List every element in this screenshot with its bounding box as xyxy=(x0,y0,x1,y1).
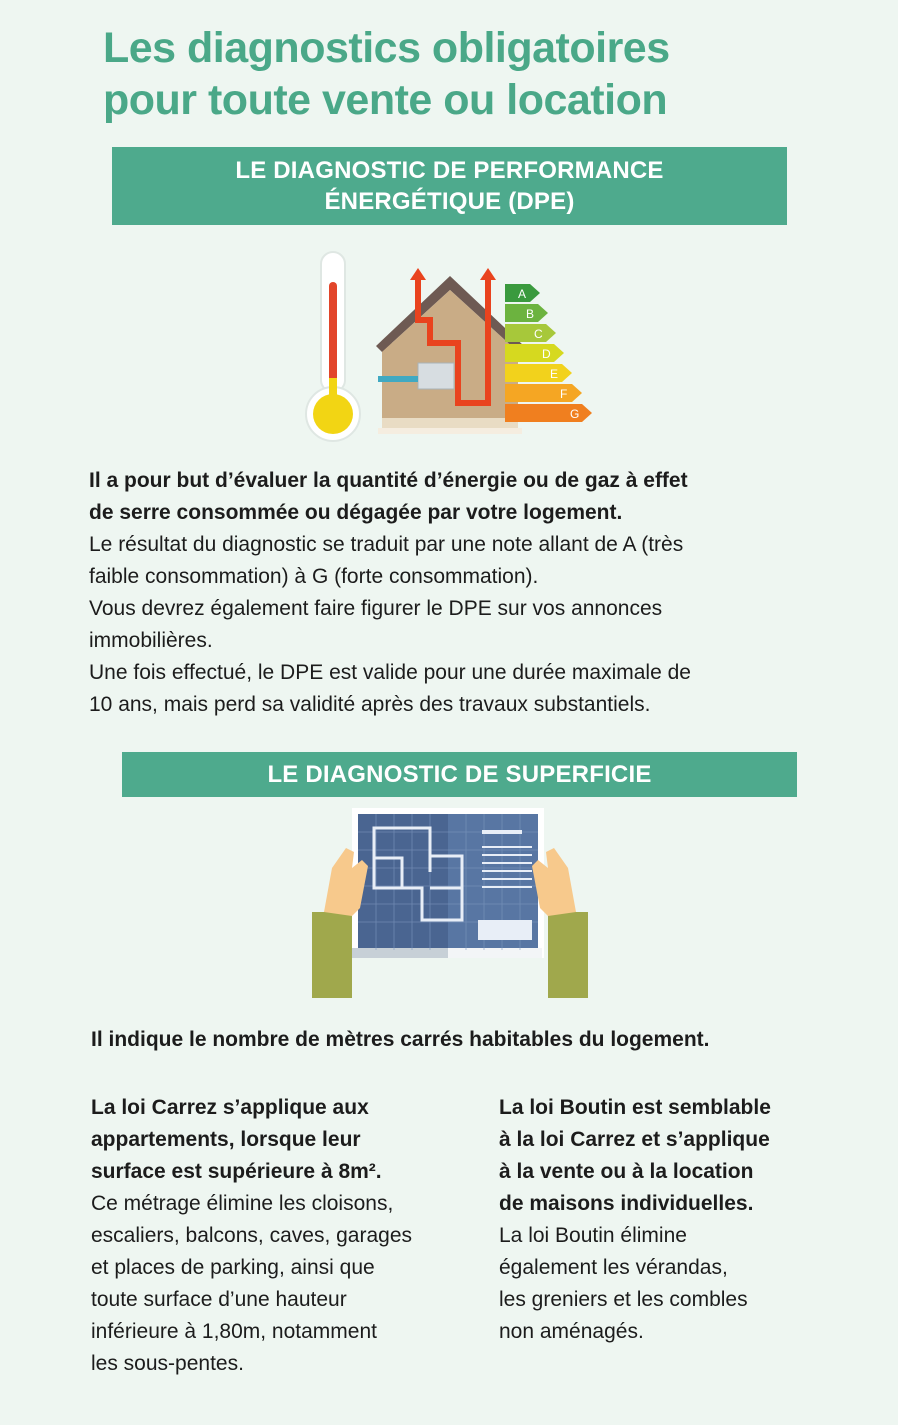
boutin-bold-line: de maisons individuelles. xyxy=(499,1192,754,1215)
boutin-line: les greniers et les combles xyxy=(499,1288,748,1311)
superficie-intro: Il indique le nombre de mètres carrés habitables du logement. xyxy=(91,1028,710,1051)
boutin-bold-line: La loi Boutin est semblable xyxy=(499,1096,771,1119)
boutin-line: non aménagés. xyxy=(499,1320,644,1343)
loi-boutin-column xyxy=(499,1092,849,1348)
dpe-intro-bold-2: de serre consommée ou dégagée par votre logement. xyxy=(89,501,623,524)
svg-text:F: F xyxy=(560,387,568,401)
boutin-line: La loi Boutin élimine xyxy=(499,1224,687,1247)
svg-text:A: A xyxy=(518,287,527,301)
dpe-line: faible consommation) à G (forte consommation). xyxy=(89,565,539,588)
svg-text:E: E xyxy=(550,367,559,381)
carrez-line: et places de parking, ainsi que xyxy=(91,1256,375,1279)
svg-text:D: D xyxy=(542,347,551,361)
svg-text:C: C xyxy=(534,327,543,341)
carrez-line: inférieure à 1,80m, notamment xyxy=(91,1320,377,1343)
dpe-line: Une fois effectué, le DPE est valide pour une durée maximale de xyxy=(89,661,691,684)
dpe-line: immobilières. xyxy=(89,629,213,652)
carrez-bold-line: La loi Carrez s’applique aux xyxy=(91,1096,369,1119)
carrez-bold-line: surface est supérieure à 8m². xyxy=(91,1160,382,1183)
boutin-bold-line: à la loi Carrez et s’applique xyxy=(499,1128,770,1151)
blueprint-illustration xyxy=(312,808,588,1000)
boutin-bold-line: à la vente ou à la location xyxy=(499,1160,754,1183)
page-title xyxy=(103,22,863,126)
loi-carrez-column xyxy=(91,1092,481,1380)
dpe-illustration xyxy=(300,248,600,443)
svg-text:B: B xyxy=(526,307,535,321)
dpe-line: Le résultat du diagnostic se traduit par une note allant de A (très xyxy=(89,533,684,556)
dpe-banner-line-2: ÉNERGÉTIQUE (DPE) xyxy=(324,188,575,215)
carrez-line: Ce métrage élimine les cloisons, xyxy=(91,1192,394,1215)
dpe-intro-bold-1: Il a pour but d’évaluer la quantité d’énergie ou de gaz à effet xyxy=(89,469,688,492)
svg-text:G: G xyxy=(570,407,580,421)
carrez-line: escaliers, balcons, caves, garages xyxy=(91,1224,412,1247)
energy-label-scale xyxy=(505,284,592,422)
dpe-description xyxy=(89,465,829,721)
thermometer-icon xyxy=(306,252,360,441)
dpe-banner-line-1: LE DIAGNOSTIC DE PERFORMANCE xyxy=(235,157,664,184)
title-line-2: pour toute vente ou location xyxy=(103,76,668,124)
house-icon xyxy=(376,268,527,434)
carrez-line: les sous-pentes. xyxy=(91,1352,244,1375)
superficie-banner: LE DIAGNOSTIC DE SUPERFICIE xyxy=(122,752,797,797)
dpe-banner xyxy=(112,147,787,225)
dpe-line: Vous devrez également faire figurer le DPE sur vos annonces xyxy=(89,597,663,620)
dpe-line: 10 ans, mais perd sa validité après des travaux substantiels. xyxy=(89,693,651,716)
boutin-line: également les vérandas, xyxy=(499,1256,728,1279)
carrez-line: toute surface d’une hauteur xyxy=(91,1288,347,1311)
blueprint-icon xyxy=(352,808,544,958)
title-line-1: Les diagnostics obligatoires xyxy=(103,24,670,72)
carrez-bold-line: appartements, lorsque leur xyxy=(91,1128,361,1151)
